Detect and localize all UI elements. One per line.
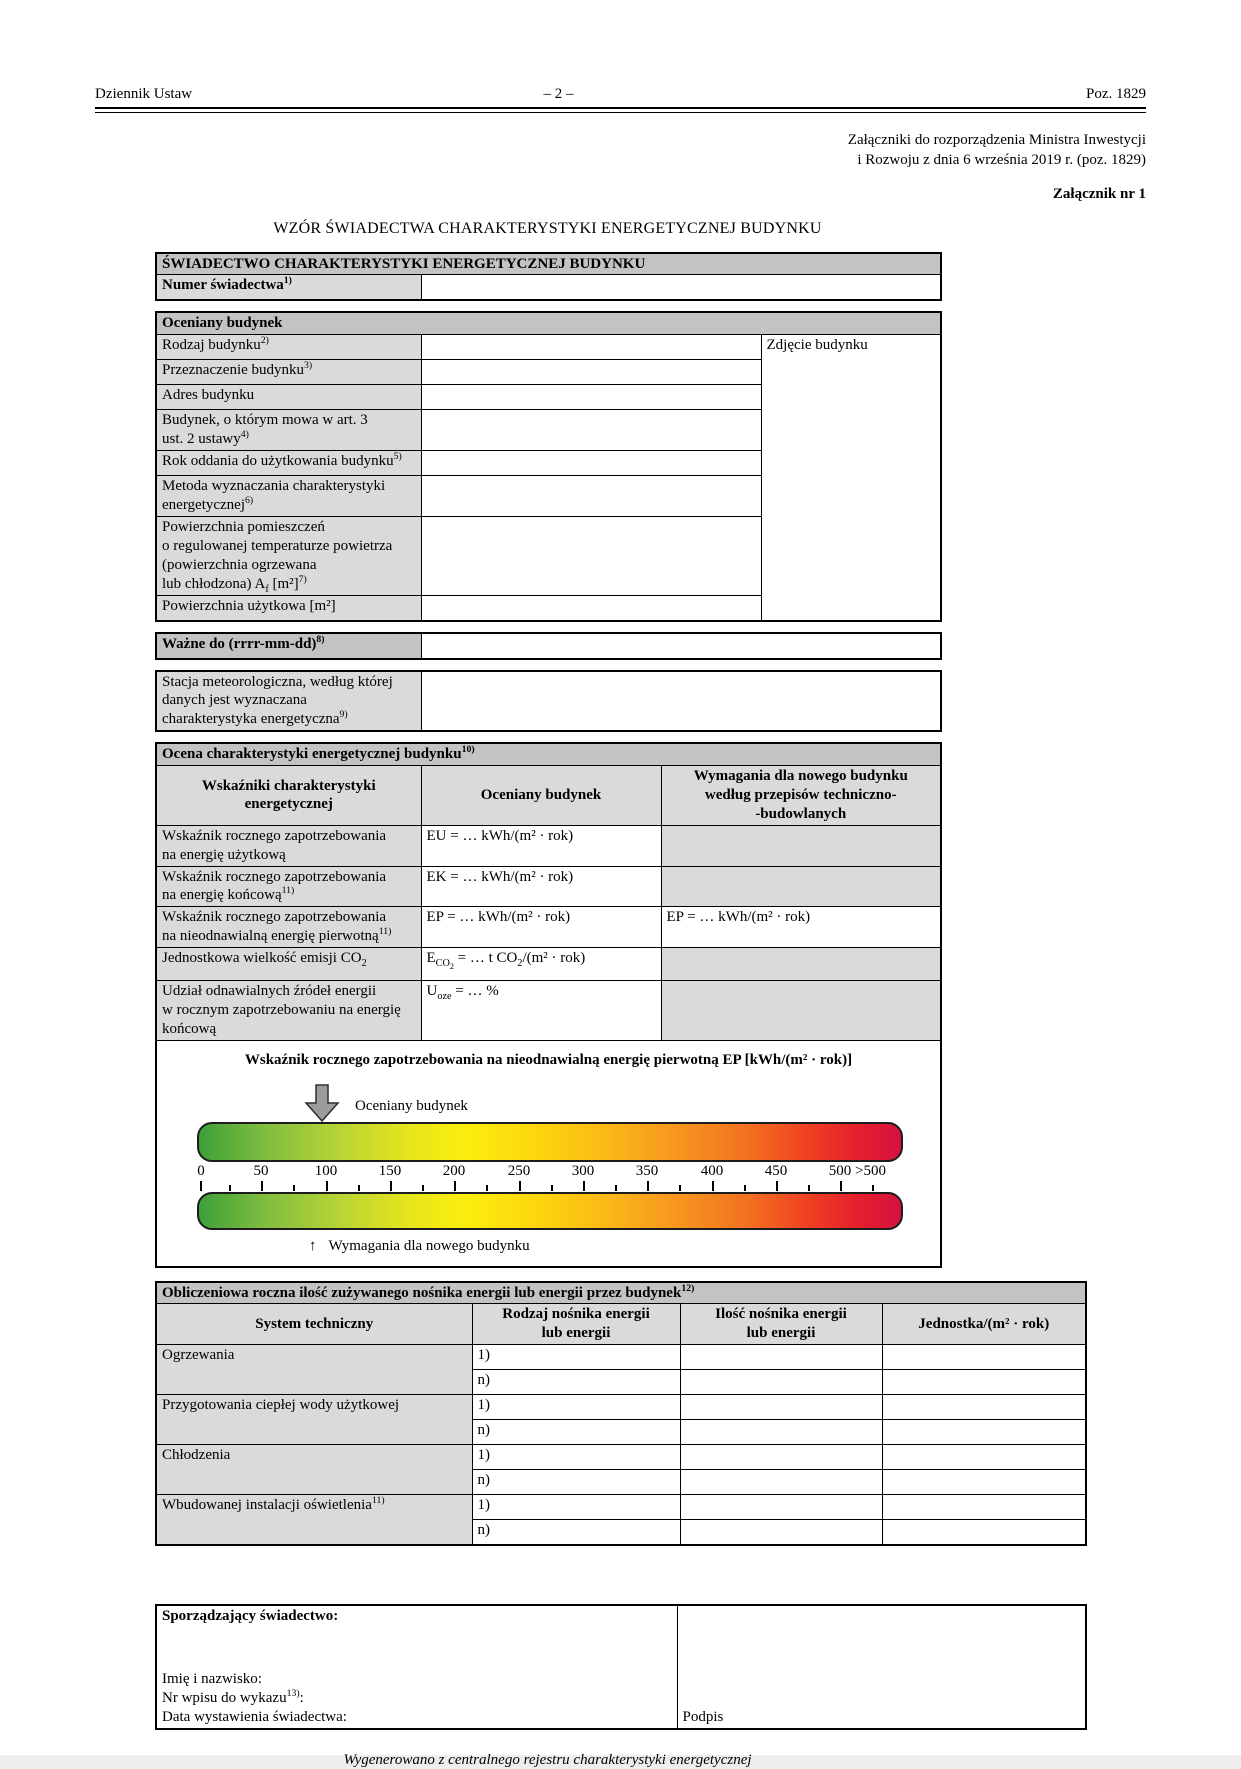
building-area-label: Powierzchnia pomieszczeń o regulowanej temperaturze powietrza (powierzchnia ogrzewana lub chłodzona) $A_f$ $[m^2]^{7)}$ (156, 516, 421, 595)
certificate-number-label: Numer świadectwa$^{1)}$ (156, 275, 421, 301)
footnote-ref: 4) (240, 429, 249, 441)
footnote-ref: 8) (316, 633, 325, 645)
issuer-date-label: Data wystawienia świadectwa: (162, 1708, 347, 1725)
issuer-title: Sporządzający świadectwo: (162, 1608, 339, 1625)
col-header-requirements: Wymagania dla nowego budynku według przepisów techniczno- -budowlanych (661, 766, 941, 826)
lighting-rown-unit-cell (882, 1520, 1086, 1546)
annex-note (0, 131, 1146, 171)
dhw-row1-amount-cell (680, 1395, 882, 1420)
building-art3-value-cell (421, 410, 761, 451)
heating-row1-amount-cell (680, 1345, 882, 1370)
building-address-label: Adres budynku (156, 385, 421, 410)
building-type-value-cell (421, 335, 761, 360)
annex-number: Załącznik nr 1 (1052, 185, 1146, 202)
issuer-info-cell (156, 1605, 677, 1729)
valid-until-label: Ważne do (rrrr-mm-dd)$^{8)}$ (156, 633, 421, 659)
tick-label: 200 (442, 1162, 466, 1179)
renewables-share-value: $U_{oze}$ = … % (421, 981, 661, 1041)
cooling-rown-unit-cell (882, 1470, 1086, 1495)
issuer-name-label: Imię i nazwisko: (162, 1671, 262, 1688)
header-rule (95, 107, 1146, 113)
col-header-amount: Ilość nośnika energii lub energii (680, 1304, 882, 1345)
ep-gradient-bar-top (197, 1122, 903, 1162)
dhw-rown-carrier: n) (472, 1420, 680, 1445)
signature-cell (677, 1605, 1086, 1729)
building-year-label: Rok oddania do użytkowania budynku$^{5)}$ (156, 451, 421, 476)
generated-from-registry-note: Wygenerowano z centralnego rejestru charakterystyki energetycznej (343, 1751, 752, 1768)
ek-requirement-cell (661, 866, 941, 907)
building-purpose-value-cell (421, 360, 761, 385)
footnote-ref: 2) (260, 335, 269, 347)
certificate-table (155, 252, 942, 302)
document-title: WZÓR ŚWIADECTWA CHARAKTERYSTYKI ENERGETYCZNEJ BUDYNKU (273, 219, 822, 237)
co2-emission-value: $E_{CO_2}$ = … t $CO_2/(m^2 \cdot rok)$ (421, 948, 661, 981)
building-photo-label: Zdjęcie budynku (766, 337, 868, 354)
building-method-label: Metoda wyznaczania charakterystyki energetycznej$^{6)}$ (156, 476, 421, 517)
ep-scale-cell (156, 1040, 941, 1266)
cooling-rown-carrier: n) (472, 1470, 680, 1495)
tick-label: 300 (571, 1162, 595, 1179)
footnote-ref: 11) (378, 926, 392, 938)
footnote-ref: 11) (371, 1495, 385, 1507)
annex-note-line2: i Rozwoju z dnia 6 września 2019 r. (poz. 1829) (857, 151, 1146, 168)
tick-label-overflow: >500 (855, 1162, 886, 1179)
building-purpose-label: Przeznaczenie budynku$^{3)}$ (156, 360, 421, 385)
heating-rown-amount-cell (680, 1370, 882, 1395)
valid-until-value-cell (421, 633, 941, 659)
assessment-section-header: Ocena charakterystyki energetycznej budynku$^{10)}$ (156, 743, 941, 765)
footnote-ref: 7) (298, 573, 307, 585)
heating-row1-unit-cell (882, 1345, 1086, 1370)
eu-value: EU = … kWh/(m² · rok) (421, 825, 661, 866)
eu-requirement-cell (661, 825, 941, 866)
lighting-rown-carrier: n) (472, 1520, 680, 1546)
heating-rown-carrier: n) (472, 1370, 680, 1395)
ep-scale-title: Wskaźnik rocznego zapotrzebowania na nieodnawialną energię pierwotną EP [kWh/(m² · rok)] (244, 1051, 853, 1068)
tick-label: 100 (314, 1162, 338, 1179)
ek-value: EK = … kWh/(m² · rok) (421, 866, 661, 907)
lighting-row1-unit-cell (882, 1495, 1086, 1520)
tick-label: 250 (507, 1162, 531, 1179)
certificate-section-header: ŚWIADECTWO CHARAKTERYSTYKI ENERGETYCZNEJ BUDYNKU (156, 253, 941, 275)
lighting-row1-amount-cell (680, 1495, 882, 1520)
col-header-carrier: Rodzaj nośnika energii lub energii (472, 1304, 680, 1345)
tick-label: 50 (253, 1162, 269, 1179)
building-art3-label: Budynek, o którym mowa w art. 3 ust. 2 ustawy$^{4)}$ (156, 410, 421, 451)
ep-requirement-value: EP = … kWh/(m² · rok) (661, 907, 941, 948)
journal-title: Dziennik Ustaw (95, 86, 193, 102)
dhw-rown-amount-cell (680, 1420, 882, 1445)
ep-value: EP = … kWh/(m² · rok) (421, 907, 661, 948)
footnote-ref: 11) (281, 885, 295, 897)
tick-label: 150 (378, 1162, 402, 1179)
building-year-value-cell (421, 451, 761, 476)
tick-label: 500 (828, 1162, 852, 1179)
assessed-building-label: Oceniany budynek (355, 1097, 468, 1114)
issuer-table (155, 1604, 1087, 1730)
cooling-rown-amount-cell (680, 1470, 882, 1495)
footnote-ref: 12) (681, 1282, 695, 1294)
requirement-label: Wymagania dla nowego budynku (328, 1237, 530, 1254)
building-photo-cell (761, 335, 941, 621)
cooling-row1-carrier: 1) (472, 1445, 680, 1470)
ep-gradient-bar-bottom (197, 1192, 903, 1230)
system-cooling-label: Chłodzenia (156, 1445, 472, 1495)
tick-label: 0 (197, 1162, 205, 1179)
cooling-row1-amount-cell (680, 1445, 882, 1470)
col-header-assessed-building: Oceniany budynek (421, 766, 661, 826)
building-type-label: Rodzaj budynku$^{2)}$ (156, 335, 421, 360)
footnote-ref: 6) (245, 495, 254, 507)
footnote-ref: 3) (304, 360, 313, 372)
assessment-table (155, 742, 942, 1267)
requirement-marker (157, 1237, 940, 1256)
eu-indicator-label: Wskaźnik rocznego zapotrzebowania na energię użytkową (156, 825, 421, 866)
assessed-building-marker (157, 1076, 940, 1122)
dhw-rown-unit-cell (882, 1420, 1086, 1445)
co2-emission-label: Jednostkowa wielkość emisji $CO_2$ (156, 948, 421, 981)
building-method-value-cell (421, 476, 761, 517)
footnote-ref: 10) (461, 744, 475, 756)
lighting-rown-amount-cell (680, 1520, 882, 1546)
heating-row1-carrier: 1) (472, 1345, 680, 1370)
ep-scale-chart (157, 1041, 940, 1266)
renewables-requirement-cell (661, 981, 941, 1041)
col-header-system: System techniczny (156, 1304, 472, 1345)
dhw-row1-carrier: 1) (472, 1395, 680, 1420)
co2-requirement-cell (661, 948, 941, 981)
valid-until-table (155, 632, 942, 660)
system-heating-label: Ogrzewania (156, 1345, 472, 1395)
ek-indicator-label: Wskaźnik rocznego zapotrzebowania na energię końcową$^{11)}$ (156, 866, 421, 907)
tick-label: 450 (764, 1162, 788, 1179)
building-usable-area-value-cell (421, 595, 761, 621)
building-area-value-cell (421, 516, 761, 595)
col-header-indicators: Wskaźniki charakterystyki energetycznej (156, 766, 421, 826)
dhw-row1-unit-cell (882, 1395, 1086, 1420)
page-number: – 2 – (543, 86, 574, 102)
renewables-share-label: Udział odnawialnych źródeł energii w rocznym zapotrzebowaniu na energię końcową (156, 981, 421, 1041)
footnote-ref: 9) (339, 709, 348, 721)
signature-label: Podpis (682, 1708, 724, 1725)
footnote-ref: 5) (393, 451, 402, 463)
weather-station-label: Stacja meteorologiczna, według której danych jest wyznaczana charakterystyka energetyczna$^{9)}$ (156, 671, 421, 732)
building-address-value-cell (421, 385, 761, 410)
consumption-section-header: Obliczeniowa roczna ilość zużywanego nośnika energii lub energii przez budynek$^{12)}$ (156, 1282, 1086, 1304)
cooling-row1-unit-cell (882, 1445, 1086, 1470)
footnote-ref: 13) (286, 1687, 300, 1699)
building-section-header: Oceniany budynek (156, 312, 941, 334)
consumption-table (155, 1281, 1087, 1547)
tick-label: 350 (635, 1162, 659, 1179)
ep-indicator-label: Wskaźnik rocznego zapotrzebowania na nieodnawialną energię pierwotną$^{11)}$ (156, 907, 421, 948)
weather-station-value-cell (421, 671, 941, 732)
position-number: Poz. 1829 (1086, 86, 1146, 102)
footnote-ref: 1) (283, 275, 292, 287)
building-usable-area-label: Powierzchnia użytkowa [m²] (156, 595, 421, 621)
system-dhw-label: Przygotowania ciepłej wody użytkowej (156, 1395, 472, 1445)
system-lighting-label: Wbudowanej instalacji oświetlenia$^{11)}$ (156, 1495, 472, 1546)
annex-note-line1: Załączniki do rozporządzenia Ministra Inwestycji (847, 132, 1146, 148)
col-header-unit: Jednostka/(m² · rok) (882, 1304, 1086, 1345)
tick-label: 400 (700, 1162, 724, 1179)
up-arrow-icon: ↑ (309, 1237, 317, 1254)
form-content (155, 252, 1241, 1730)
heating-rown-unit-cell (882, 1370, 1086, 1395)
lighting-row1-carrier: 1) (472, 1495, 680, 1520)
weather-station-table (155, 670, 942, 733)
down-arrow-icon (305, 1084, 339, 1122)
ep-scale-axis (197, 1162, 909, 1192)
issuer-register-label: Nr wpisu do wykazu$^{13)}$: (162, 1687, 304, 1706)
building-table (155, 311, 942, 621)
certificate-number-value-cell (421, 275, 941, 301)
page-header (95, 0, 1146, 103)
